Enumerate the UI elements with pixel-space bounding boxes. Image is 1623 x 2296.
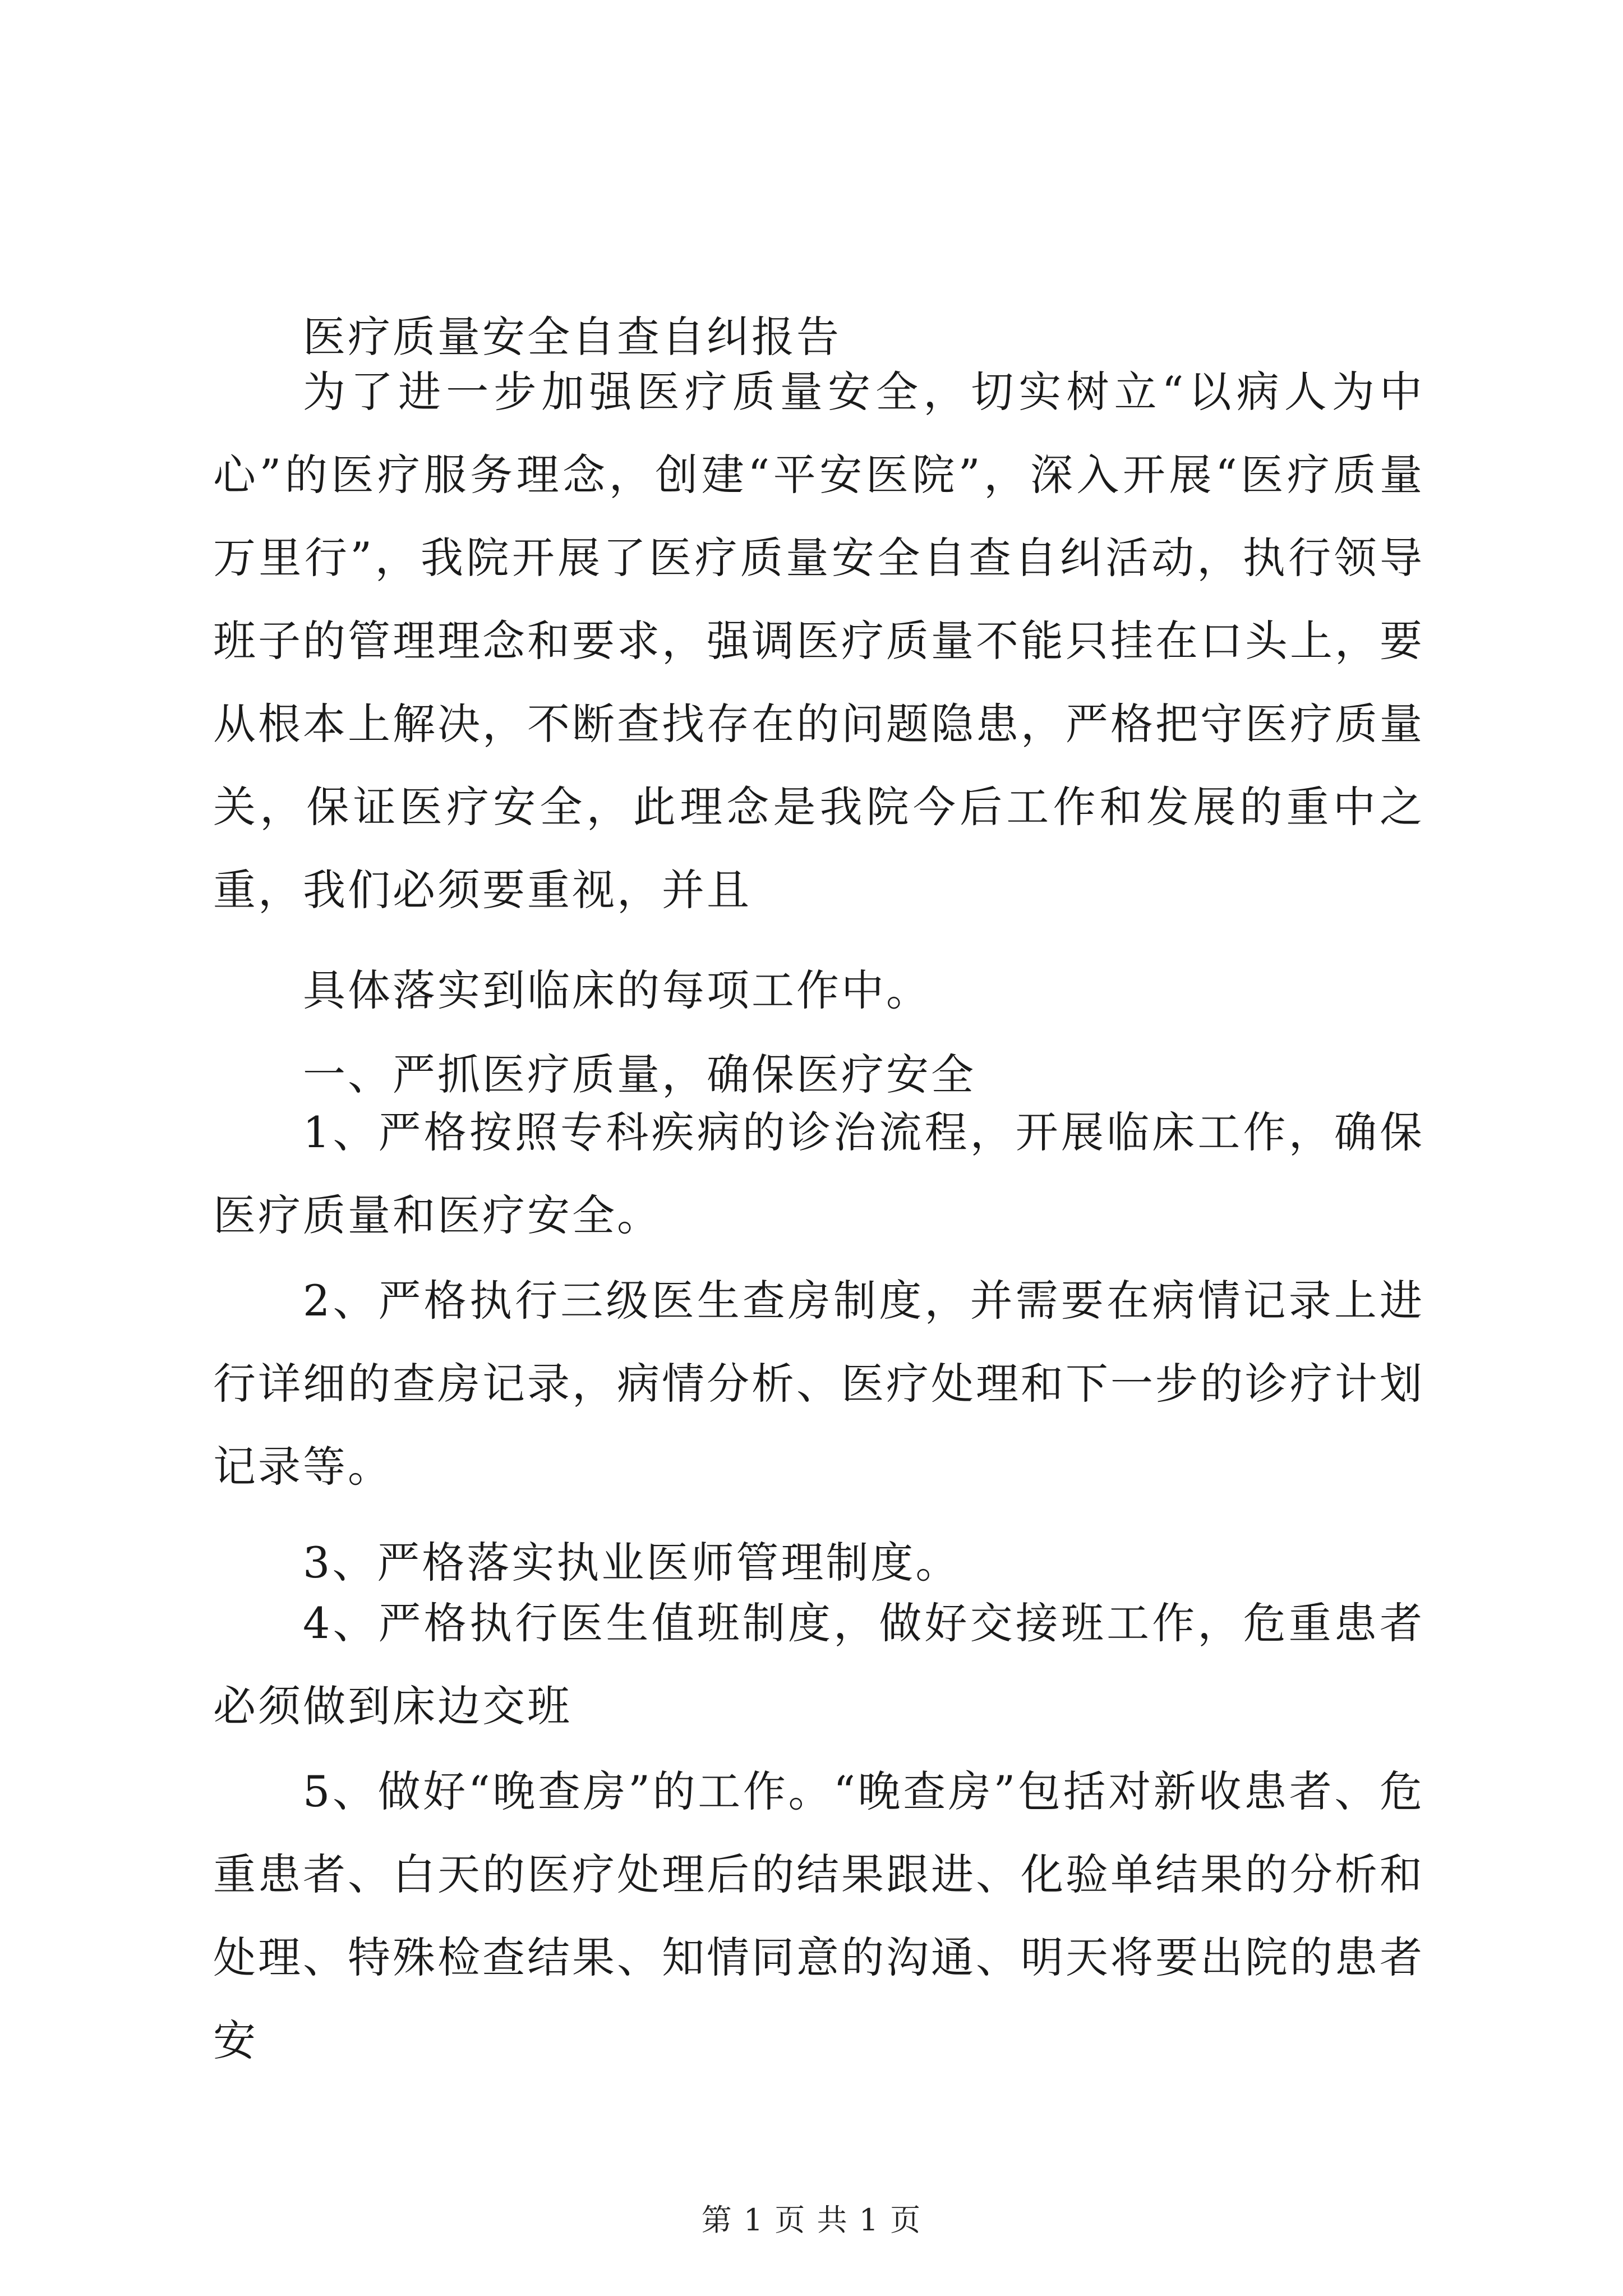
page-number-footer: 第 1 页 共 1 页 — [701, 2202, 922, 2238]
list-item-4: 4、严格执行医生值班制度，做好交接班工作，危重患者必须做到床边交班 — [213, 1598, 1424, 1731]
list-item-1: 1、严格按照专科疾病的诊治流程，开展临床工作，确保医疗质量和医疗安全。 — [213, 1107, 1424, 1240]
paragraph-continuation: 具体落实到临床的每项工作中。 — [303, 965, 931, 1015]
list-item-5: 5、做好“晚查房”的工作。“晚查房”包括对新收患者、危重患者、白天的医疗处理后的结果跟进、化验单结果的分析和处理、特殊检查结果、知情同意的沟通、明天将要出院的患者安 — [213, 1766, 1424, 2065]
section-heading-1: 一、严抓医疗质量，确保医疗安全 — [303, 1050, 976, 1099]
paragraph-intro: 为了进一步加强医疗质量安全，切实树立“以病人为中心”的医疗服务理念，创建“平安医院”，深入开展“医疗质量万里行”，我院开展了医疗质量安全自查自纠活动，执行领导班子的管理理念和要求，强调医疗质量不能只挂在口头上，要从根本上解决，不断查找存在的问题隐患，严格把守医疗质量关，保证医疗安全，此理念是我院今后工作和发展的重中之重，我们必须要重视，并且 — [213, 367, 1424, 915]
document-title: 医疗质量安全自查自纠报告 — [303, 312, 841, 362]
list-item-2: 2、严格执行三级医生查房制度，并需要在病情记录上进行详细的查房记录，病情分析、医疗处理和下一步的诊疗计划记录等。 — [213, 1276, 1424, 1492]
list-item-3: 3、严格落实执业医师管理制度。 — [303, 1538, 961, 1588]
